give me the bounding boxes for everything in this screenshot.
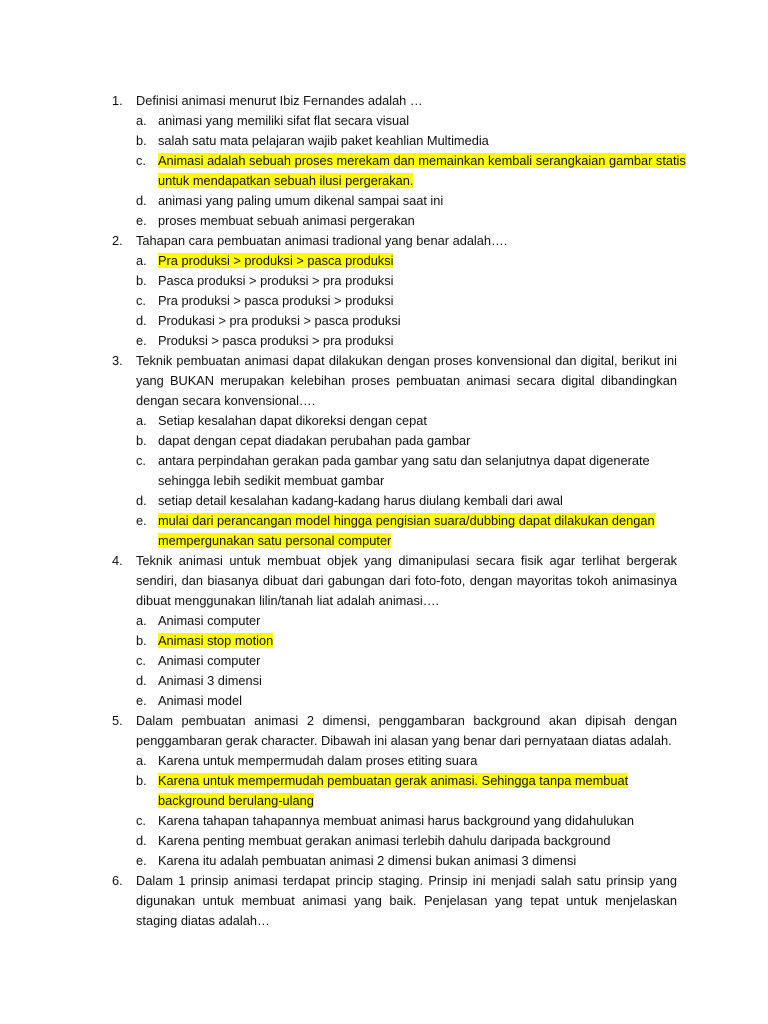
highlighted-answer-text xyxy=(158,791,314,811)
option-letter: c. xyxy=(136,453,146,468)
option-text xyxy=(158,291,393,311)
option-text xyxy=(158,411,427,431)
option-letter: b. xyxy=(136,773,147,788)
option-label: Animasi 3 dimensi xyxy=(158,673,262,688)
option-letter: b. xyxy=(136,273,147,288)
answer-highlight: mulai dari perancangan model hingga pengisian suara/dubbing dapat dilakukan dengan xyxy=(158,513,655,528)
option-letter: e. xyxy=(136,513,147,528)
option-label: Karena itu adalah pembuatan animasi 2 dimensi bukan animasi 3 dimensi xyxy=(158,853,577,868)
question-text: digunakan untuk membuat animasi yang baik. Penjelasan yang tepat untuk menjelaskan xyxy=(136,893,677,908)
question-text: yang BUKAN merupakan kelebihan proses pembuatan animasi secara digital dibandingkan xyxy=(136,373,677,388)
question-text: dibuat menggunakan lilin/tanah liat adalah animasi…. xyxy=(136,593,440,608)
question-text: penggambaran gerak character. Dibawah ini alasan yang benar dari pernyataan diatas adalah. xyxy=(136,733,672,748)
option-text xyxy=(158,611,260,631)
option-letter: a. xyxy=(136,253,147,268)
question-text: Teknik animasi untuk membuat objek yang dimanipulasi secara fisik agar terlihat bergerak xyxy=(136,553,677,568)
answer-highlight: Animasi stop motion xyxy=(158,633,274,648)
option-letter: b. xyxy=(136,633,147,648)
option-label: dapat dengan cepat diadakan perubahan pada gambar xyxy=(158,433,471,448)
answer-highlight: Karena untuk mempermudah pembuatan gerak animasi. Sehingga tanpa membuat xyxy=(158,773,629,788)
option-letter: a. xyxy=(136,753,147,768)
option-label: Produksi > pasca produksi > pra produksi xyxy=(158,333,394,348)
option-label: Karena tahapan tahapannya membuat animasi harus background yang didahulukan xyxy=(158,813,634,828)
option-text xyxy=(158,311,401,331)
question-number: 6. xyxy=(112,873,123,888)
option-label: Karena untuk mempermudah dalam proses etiting suara xyxy=(158,753,478,768)
question-text: Tahapan cara pembuatan animasi tradional yang benar adalah…. xyxy=(136,233,508,248)
question-text: Definisi animasi menurut Ibiz Fernandes adalah … xyxy=(136,93,423,108)
option-letter: d. xyxy=(136,493,147,508)
question-number: 3. xyxy=(112,353,123,368)
option-label: Pasca produksi > produksi > pra produksi xyxy=(158,273,394,288)
question-text: staging diatas adalah… xyxy=(136,913,270,928)
option-label: sehingga lebih sedikit membuat gambar xyxy=(158,473,385,488)
option-letter: c. xyxy=(136,813,146,828)
option-text xyxy=(158,471,384,491)
option-text xyxy=(158,851,576,871)
option-letter: d. xyxy=(136,673,147,688)
option-letter: a. xyxy=(136,413,147,428)
question-text: Dalam 1 prinsip animasi terdapat princip staging. Prinsip ini menjadi salah satu prinsip yang xyxy=(136,873,677,888)
question-text: Dalam pembuatan animasi 2 dimensi, penggambaran background akan dipisah dengan xyxy=(136,713,677,728)
option-letter: b. xyxy=(136,133,147,148)
option-letter: c. xyxy=(136,153,146,168)
option-letter: c. xyxy=(136,293,146,308)
option-label: Pra produksi > pasca produksi > produksi xyxy=(158,293,394,308)
option-text xyxy=(158,111,409,131)
highlighted-answer-text xyxy=(158,171,413,191)
option-text xyxy=(158,451,650,471)
option-letter: a. xyxy=(136,113,147,128)
question-text: dengan secara konvensional…. xyxy=(136,393,316,408)
option-letter: e. xyxy=(136,213,147,228)
highlighted-answer-text xyxy=(158,511,655,531)
option-label: Setiap kesalahan dapat dikoreksi dengan cepat xyxy=(158,413,427,428)
option-text xyxy=(158,671,262,691)
option-label: salah satu mata pelajaran wajib paket keahlian Multimedia xyxy=(158,133,489,148)
highlighted-answer-text xyxy=(158,631,273,651)
highlighted-answer-text xyxy=(158,251,393,271)
option-text xyxy=(158,131,489,151)
highlighted-answer-text xyxy=(158,771,628,791)
answer-highlight: Pra produksi > produksi > pasca produksi xyxy=(158,253,394,268)
option-label: Produkasi > pra produksi > pasca produksi xyxy=(158,313,401,328)
option-letter: e. xyxy=(136,333,147,348)
option-text xyxy=(158,271,393,291)
option-label: antara perpindahan gerakan pada gambar yang satu dan selanjutnya dapat digenerate xyxy=(158,453,650,468)
option-letter: c. xyxy=(136,653,146,668)
option-text xyxy=(158,431,470,451)
option-label: Karena penting membuat gerakan animasi terlebih dahulu daripada background xyxy=(158,833,611,848)
answer-highlight: Animasi adalah sebuah proses merekam dan memainkan kembali serangkaian gambar statis xyxy=(158,153,686,168)
option-label: setiap detail kesalahan kadang-kadang harus diulang kembali dari awal xyxy=(158,493,563,508)
option-label: Animasi computer xyxy=(158,613,261,628)
highlighted-answer-text xyxy=(158,151,686,171)
option-text xyxy=(158,331,393,351)
option-text xyxy=(158,751,477,771)
option-letter: e. xyxy=(136,693,147,708)
question-text: sendiri, dan biasanya dibuat dari gabungan dari foto-foto, dengan mayoritas tokoh animasinya xyxy=(136,573,677,588)
option-text xyxy=(158,651,260,671)
option-label: Animasi computer xyxy=(158,653,261,668)
option-label: Animasi model xyxy=(158,693,242,708)
option-letter: d. xyxy=(136,313,147,328)
option-letter: a. xyxy=(136,613,147,628)
option-letter: b. xyxy=(136,433,147,448)
option-letter: d. xyxy=(136,833,147,848)
question-number: 1. xyxy=(112,93,123,108)
option-label: proses membuat sebuah animasi pergerakan xyxy=(158,213,415,228)
highlighted-answer-text xyxy=(158,531,391,551)
option-letter: e. xyxy=(136,853,147,868)
question-number: 4. xyxy=(112,553,123,568)
option-text xyxy=(158,491,563,511)
answer-highlight: mempergunakan satu personal computer xyxy=(158,533,392,548)
option-label: animasi yang paling umum dikenal sampai saat ini xyxy=(158,193,444,208)
answer-highlight: background berulang-ulang xyxy=(158,793,314,808)
question-number: 5. xyxy=(112,713,123,728)
option-text xyxy=(158,811,634,831)
answer-highlight: untuk mendapatkan sebuah ilusi pergerakan. xyxy=(158,173,414,188)
option-text xyxy=(158,211,415,231)
option-text xyxy=(158,831,610,851)
question-text: Teknik pembuatan animasi dapat dilakukan dengan proses konvensional dan digital, berikut ini xyxy=(136,353,677,368)
option-text xyxy=(158,691,242,711)
option-letter: d. xyxy=(136,193,147,208)
option-label: animasi yang memiliki sifat flat secara visual xyxy=(158,113,410,128)
question-number: 2. xyxy=(112,233,123,248)
option-text xyxy=(158,191,443,211)
